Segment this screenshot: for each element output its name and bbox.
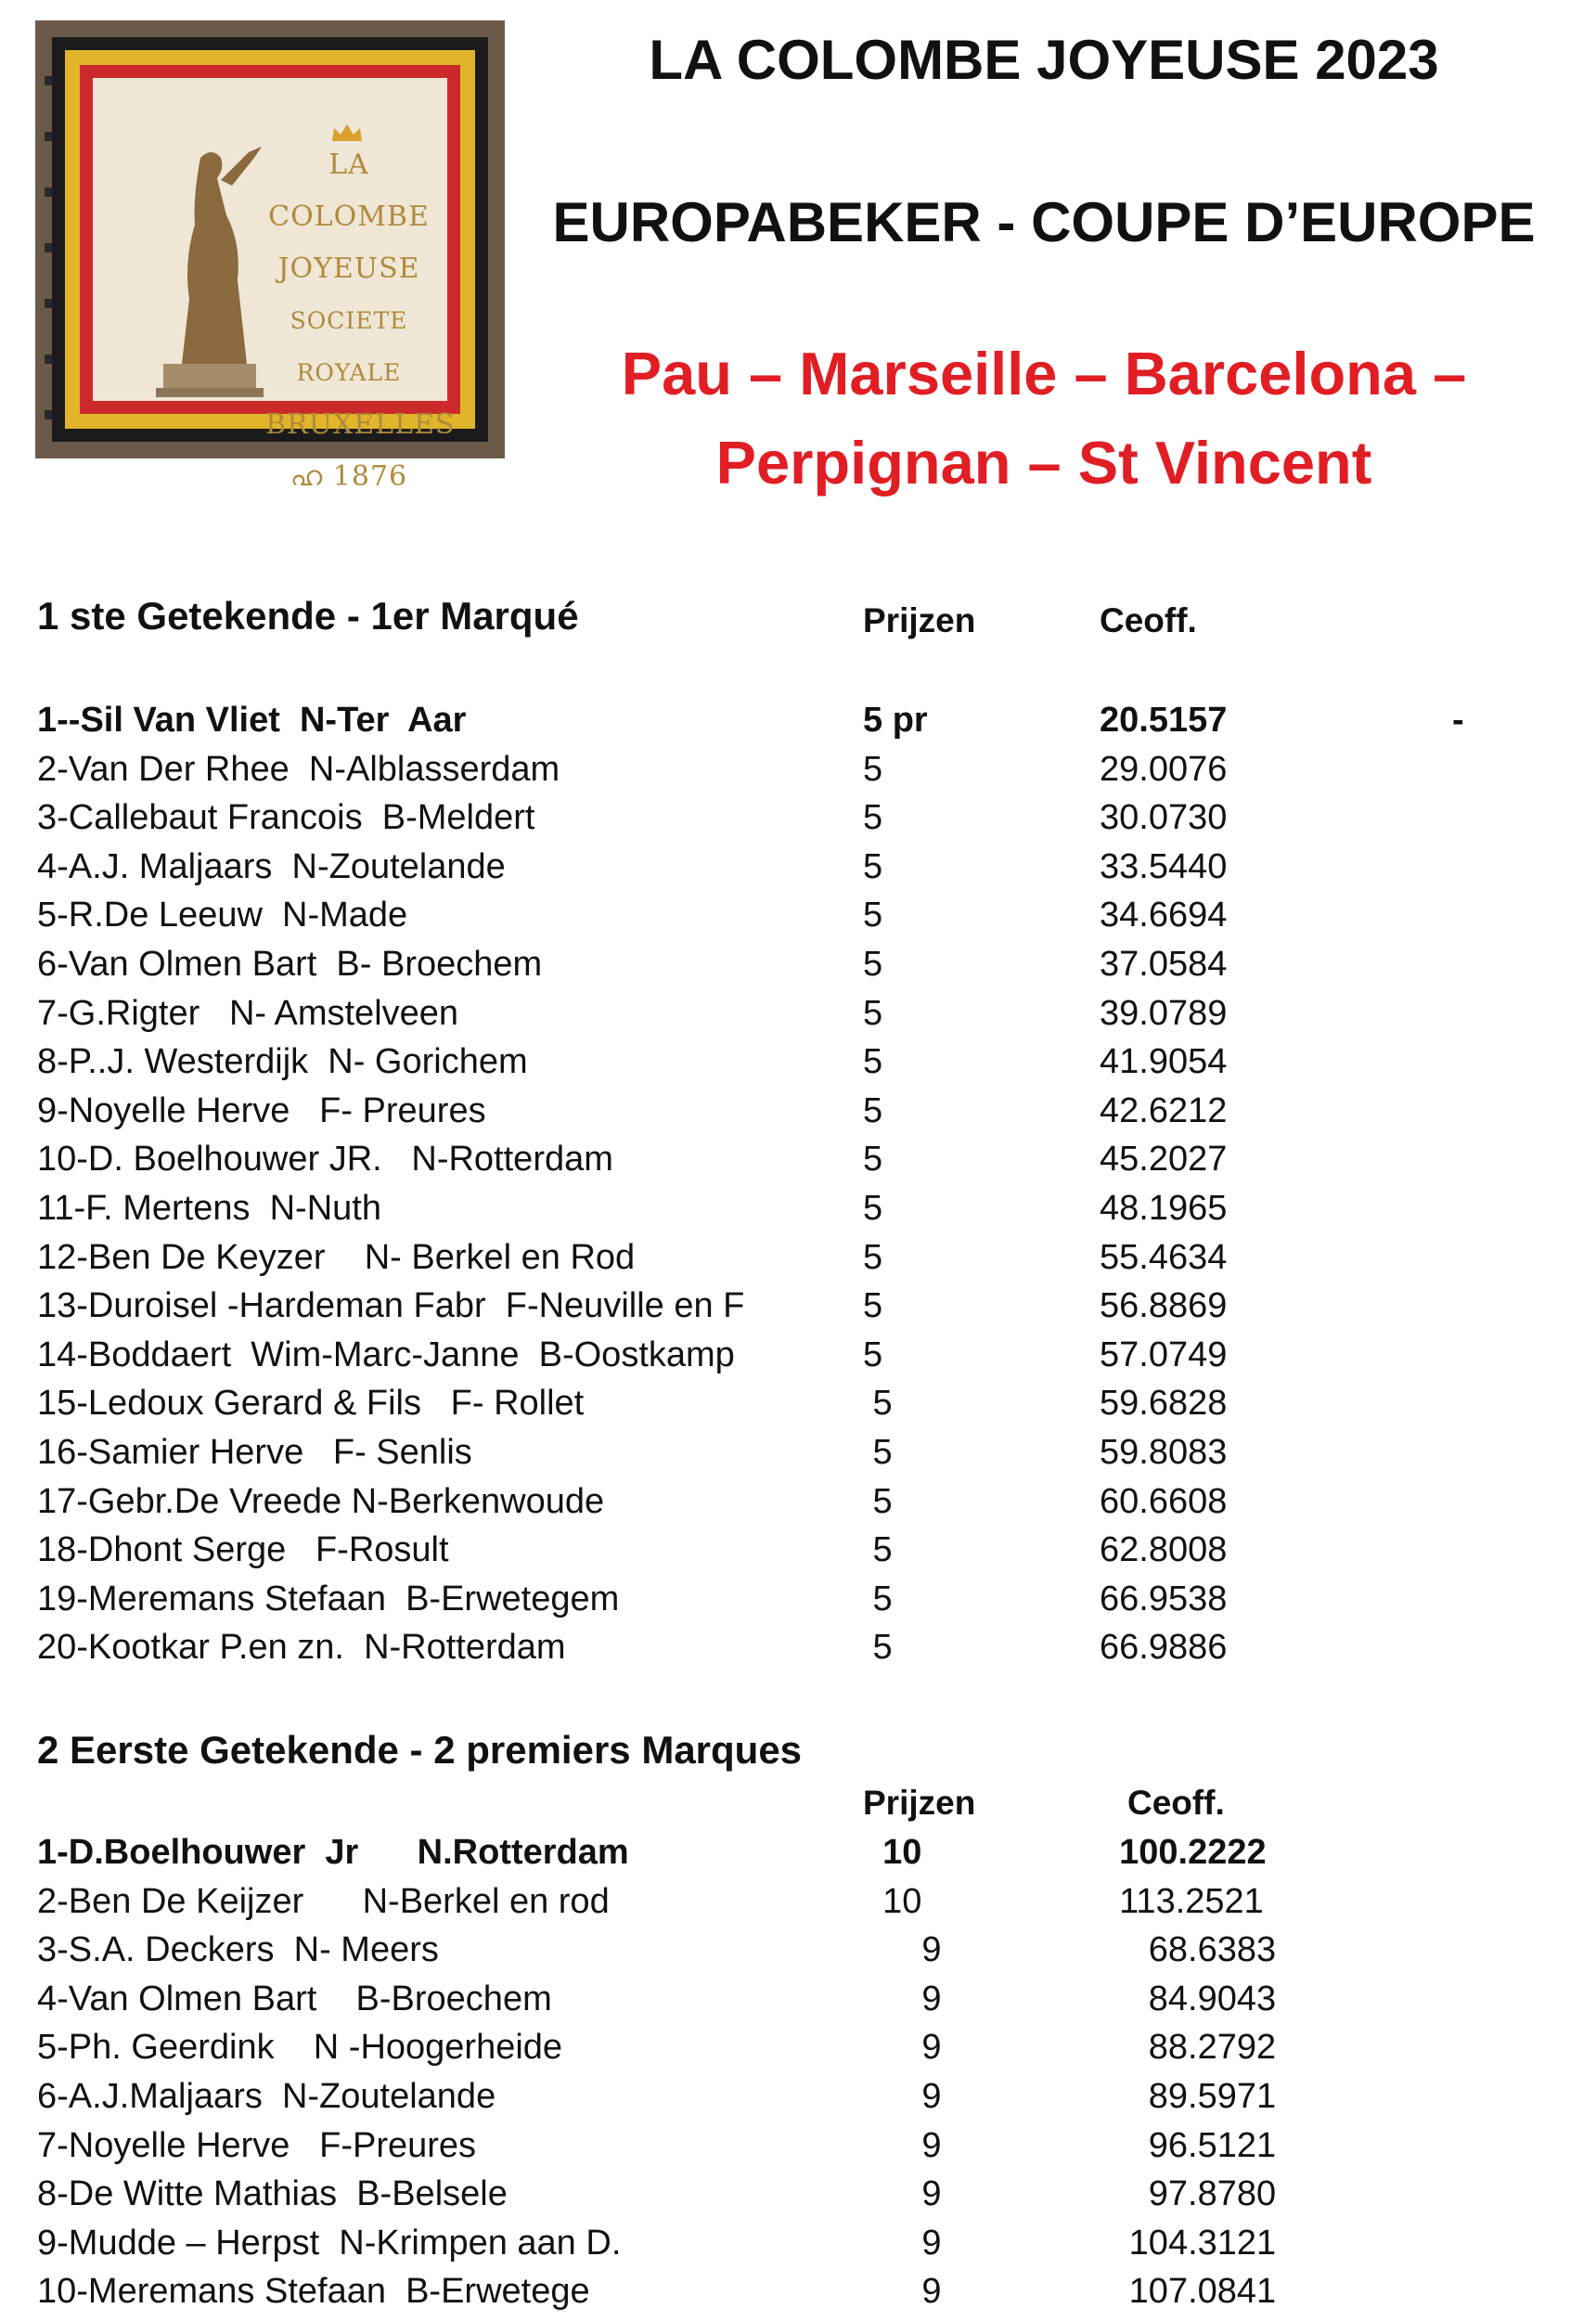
prizes-cell: 5	[863, 749, 883, 789]
coeff-cell: 88.2792	[1100, 2028, 1277, 2068]
table-row	[37, 1091, 1559, 1141]
prizes-cell: 9	[863, 2028, 942, 2068]
table-row	[37, 1042, 1559, 1091]
table-row	[37, 2028, 1559, 2077]
entrant-name: 16-Samier Herve F- Senlis	[37, 1433, 472, 1472]
entrant-name: 3-Callebaut Francois B-Meldert	[37, 798, 535, 838]
entrant-name: 6-A.J.Maljaars N-Zoutelande	[37, 2077, 496, 2116]
coeff-cell: 60.6608	[1100, 1481, 1228, 1521]
banner-text	[265, 139, 456, 503]
coeff-cell: 89.5971	[1100, 2077, 1277, 2116]
banner-line: JOYEUSE	[277, 252, 420, 285]
coeff-cell: 41.9054	[1100, 1042, 1228, 1082]
entrant-name: 12-Ben De Keyzer N- Berkel en Rod	[37, 1237, 636, 1277]
table-row	[37, 1530, 1559, 1580]
table-row	[37, 2126, 1559, 2175]
prizes-cell: 5	[863, 896, 883, 935]
table-row	[37, 1286, 1559, 1335]
entrant-name: 1-D.Boelhouwer Jr N.Rotterdam	[37, 1833, 629, 1872]
prizes-cell: 5	[863, 1042, 883, 1082]
entrant-name: 10-Meremans Stefaan B-Erwetege	[37, 2272, 590, 2312]
coeff-cell: 48.1965	[1100, 1189, 1228, 1228]
entrant-name: 4-A.J. Maljaars N-Zoutelande	[37, 846, 506, 886]
table-row	[37, 1882, 1559, 1931]
coeff-cell: 96.5121	[1100, 2125, 1277, 2165]
prizes-cell: 9	[863, 2077, 942, 2116]
route-title	[529, 329, 1559, 508]
entrant-name: 13-Duroisel -Hardeman Fabr F-Neuville en F	[37, 1286, 745, 1326]
coeff-cell: 20.5157	[1100, 701, 1228, 740]
table-row	[37, 1384, 1559, 1433]
table-row	[37, 2224, 1559, 2273]
entrant-name: 8-De Witte Mathias B-Belsele	[37, 2174, 508, 2214]
entrant-name: 11-F. Mertens N-Nuth	[37, 1189, 381, 1228]
table-row	[37, 1335, 1559, 1385]
entrant-name: 8-P..J. Westerdijk N- Gorichem	[37, 1042, 528, 1082]
entrant-name: 2-Ben De Keijzer N-Berkel en rod	[37, 1881, 610, 1921]
prizes-cell: 5	[863, 798, 883, 838]
entrant-name: 5-R.De Leeuw N-Made	[37, 896, 408, 935]
table-row	[37, 1140, 1559, 1189]
prizes-cell: 10	[863, 1881, 922, 1921]
prizes-cell: 5	[863, 1579, 893, 1618]
banner-line: ഹ 1876	[290, 460, 408, 493]
entrant-name: 9-Mudde – Herpst N-Krimpen aan D.	[37, 2223, 622, 2263]
coeff-cell: 56.8869	[1100, 1286, 1228, 1326]
coeff-cell: 59.8083	[1100, 1433, 1228, 1472]
table-row	[37, 896, 1559, 945]
coeff-cell: 33.5440	[1100, 846, 1228, 886]
club-banner-image	[35, 20, 505, 493]
prizes-cell: 9	[863, 2125, 942, 2165]
prizes-cell: 5	[863, 1335, 883, 1374]
coeff-cell: 100.2222	[1100, 1833, 1267, 1872]
banner-line: BRUXELLES	[265, 408, 456, 441]
coeff-cell: 97.8780	[1100, 2174, 1277, 2214]
coeff-cell: 104.3121	[1100, 2223, 1277, 2263]
route-line: Pau – Marseille – Barcelona –	[621, 340, 1467, 407]
entrant-name: 15-Ledoux Gerard & Fils F- Rollet	[37, 1384, 585, 1424]
table-row	[37, 2272, 1559, 2321]
entrant-name: 1--Sil Van Vliet N-Ter Aar	[37, 701, 467, 740]
section2-col-prizes: Prijzen	[863, 1784, 976, 1822]
table-row	[37, 750, 1559, 799]
coeff-cell: 57.0749	[1100, 1335, 1228, 1374]
coeff-cell: 34.6694	[1100, 896, 1228, 935]
prizes-cell: 5	[863, 1286, 883, 1326]
prizes-cell: 5	[863, 993, 883, 1033]
prizes-cell: 9	[863, 1979, 942, 2018]
table-row	[37, 847, 1559, 896]
page-subtitle: EUROPABEKER - COUPE D’EUROPE	[552, 191, 1536, 253]
prizes-cell: 9	[863, 2223, 942, 2263]
entrant-name: 10-D. Boelhouwer JR. N-Rotterdam	[37, 1140, 613, 1180]
table-row	[37, 1433, 1559, 1482]
coeff-cell: 37.0584	[1100, 945, 1228, 984]
prizes-cell: 5 pr	[863, 701, 928, 740]
section2-heading: 2 Eerste Getekende - 2 premiers Marques	[37, 1728, 803, 1772]
prizes-cell: 9	[863, 2174, 942, 2214]
table-row	[37, 1238, 1559, 1287]
coeff-cell: 39.0789	[1100, 993, 1228, 1033]
page-title: LA COLOMBE JOYEUSE 2023	[649, 29, 1439, 91]
entrant-name: 14-Boddaert Wim-Marc-Janne B-Oostkamp	[37, 1335, 735, 1374]
table-row	[37, 1482, 1559, 1531]
coeff-cell: 29.0076	[1100, 749, 1228, 789]
entrant-name: 6-Van Olmen Bart B- Broechem	[37, 945, 543, 984]
prizes-cell: 5	[863, 846, 883, 886]
table-row	[37, 1979, 1559, 2029]
table-row	[37, 1580, 1559, 1629]
section2-col-coeff: Ceoff.	[1127, 1784, 1225, 1822]
extra-cell: -	[1452, 701, 1464, 740]
coeff-cell: 42.6212	[1100, 1090, 1228, 1130]
table-row	[37, 2077, 1559, 2126]
entrant-name: 18-Dhont Serge F-Rosult	[37, 1530, 449, 1570]
entrant-name: 19-Meremans Stefaan B-Erwetegem	[37, 1579, 620, 1618]
entrant-name: 2-Van Der Rhee N-Alblasserdam	[37, 749, 560, 789]
table-row	[37, 994, 1559, 1043]
prizes-cell: 5	[863, 1433, 893, 1472]
banner-line: SOCIETE ROYALE	[290, 307, 408, 386]
entrant-name: 9-Noyelle Herve F- Preures	[37, 1090, 486, 1130]
prizes-cell: 9	[863, 2272, 942, 2312]
entrant-name: 7-Noyelle Herve F-Preures	[37, 2125, 477, 2165]
prizes-cell: 9	[863, 1930, 942, 1970]
prizes-cell: 5	[863, 945, 883, 984]
entrant-name: 17-Gebr.De Vreede N-Berkenwoude	[37, 1481, 605, 1521]
section1-col-coeff: Ceoff.	[1100, 601, 1197, 639]
coeff-cell: 84.9043	[1100, 1979, 1277, 2018]
banner-line: LA COLOMBE	[268, 148, 430, 233]
entrant-name: 20-Kootkar P.en zn. N-Rotterdam	[37, 1628, 566, 1668]
table-row	[37, 2174, 1559, 2224]
entrant-name: 5-Ph. Geerdink N -Hoogerheide	[37, 2028, 563, 2068]
entrant-name: 3-S.A. Deckers N- Meers	[37, 1930, 439, 1970]
prizes-cell: 5	[863, 1090, 883, 1130]
statue-icon	[135, 121, 275, 399]
coeff-cell: 68.6383	[1100, 1930, 1277, 1970]
coeff-cell: 113.2521	[1100, 1881, 1264, 1921]
prizes-cell: 5	[863, 1384, 893, 1424]
coeff-cell: 30.0730	[1100, 798, 1228, 838]
entrant-name: 4-Van Olmen Bart B-Broechem	[37, 1979, 552, 2018]
prizes-cell: 5	[863, 1237, 883, 1277]
prizes-cell: 5	[863, 1628, 893, 1668]
route-line: Perpignan – St Vincent	[715, 429, 1372, 496]
table-row	[37, 798, 1559, 847]
coeff-cell: 66.9538	[1100, 1579, 1228, 1618]
coeff-cell: 59.6828	[1100, 1384, 1228, 1424]
table-row	[37, 945, 1559, 994]
coeff-cell: 62.8008	[1100, 1530, 1228, 1570]
table-row	[37, 1628, 1559, 1677]
prizes-cell: 10	[863, 1833, 922, 1872]
section1-heading: 1 ste Getekende - 1er Marqué	[37, 594, 579, 638]
entrant-name: 7-G.Rigter N- Amstelveen	[37, 993, 459, 1033]
prizes-cell: 5	[863, 1140, 883, 1180]
table-row	[37, 701, 1559, 750]
section1-col-prizes: Prijzen	[863, 601, 976, 639]
coeff-cell: 107.0841	[1100, 2272, 1277, 2312]
coeff-cell: 45.2027	[1100, 1140, 1228, 1180]
coeff-cell: 55.4634	[1100, 1237, 1228, 1277]
coeff-cell: 66.9886	[1100, 1628, 1228, 1668]
table-row	[37, 1189, 1559, 1238]
prizes-cell: 5	[863, 1189, 883, 1228]
prizes-cell: 5	[863, 1530, 893, 1570]
prizes-cell: 5	[863, 1481, 893, 1521]
table-row	[37, 1930, 1559, 1979]
table-row	[37, 1833, 1559, 1882]
